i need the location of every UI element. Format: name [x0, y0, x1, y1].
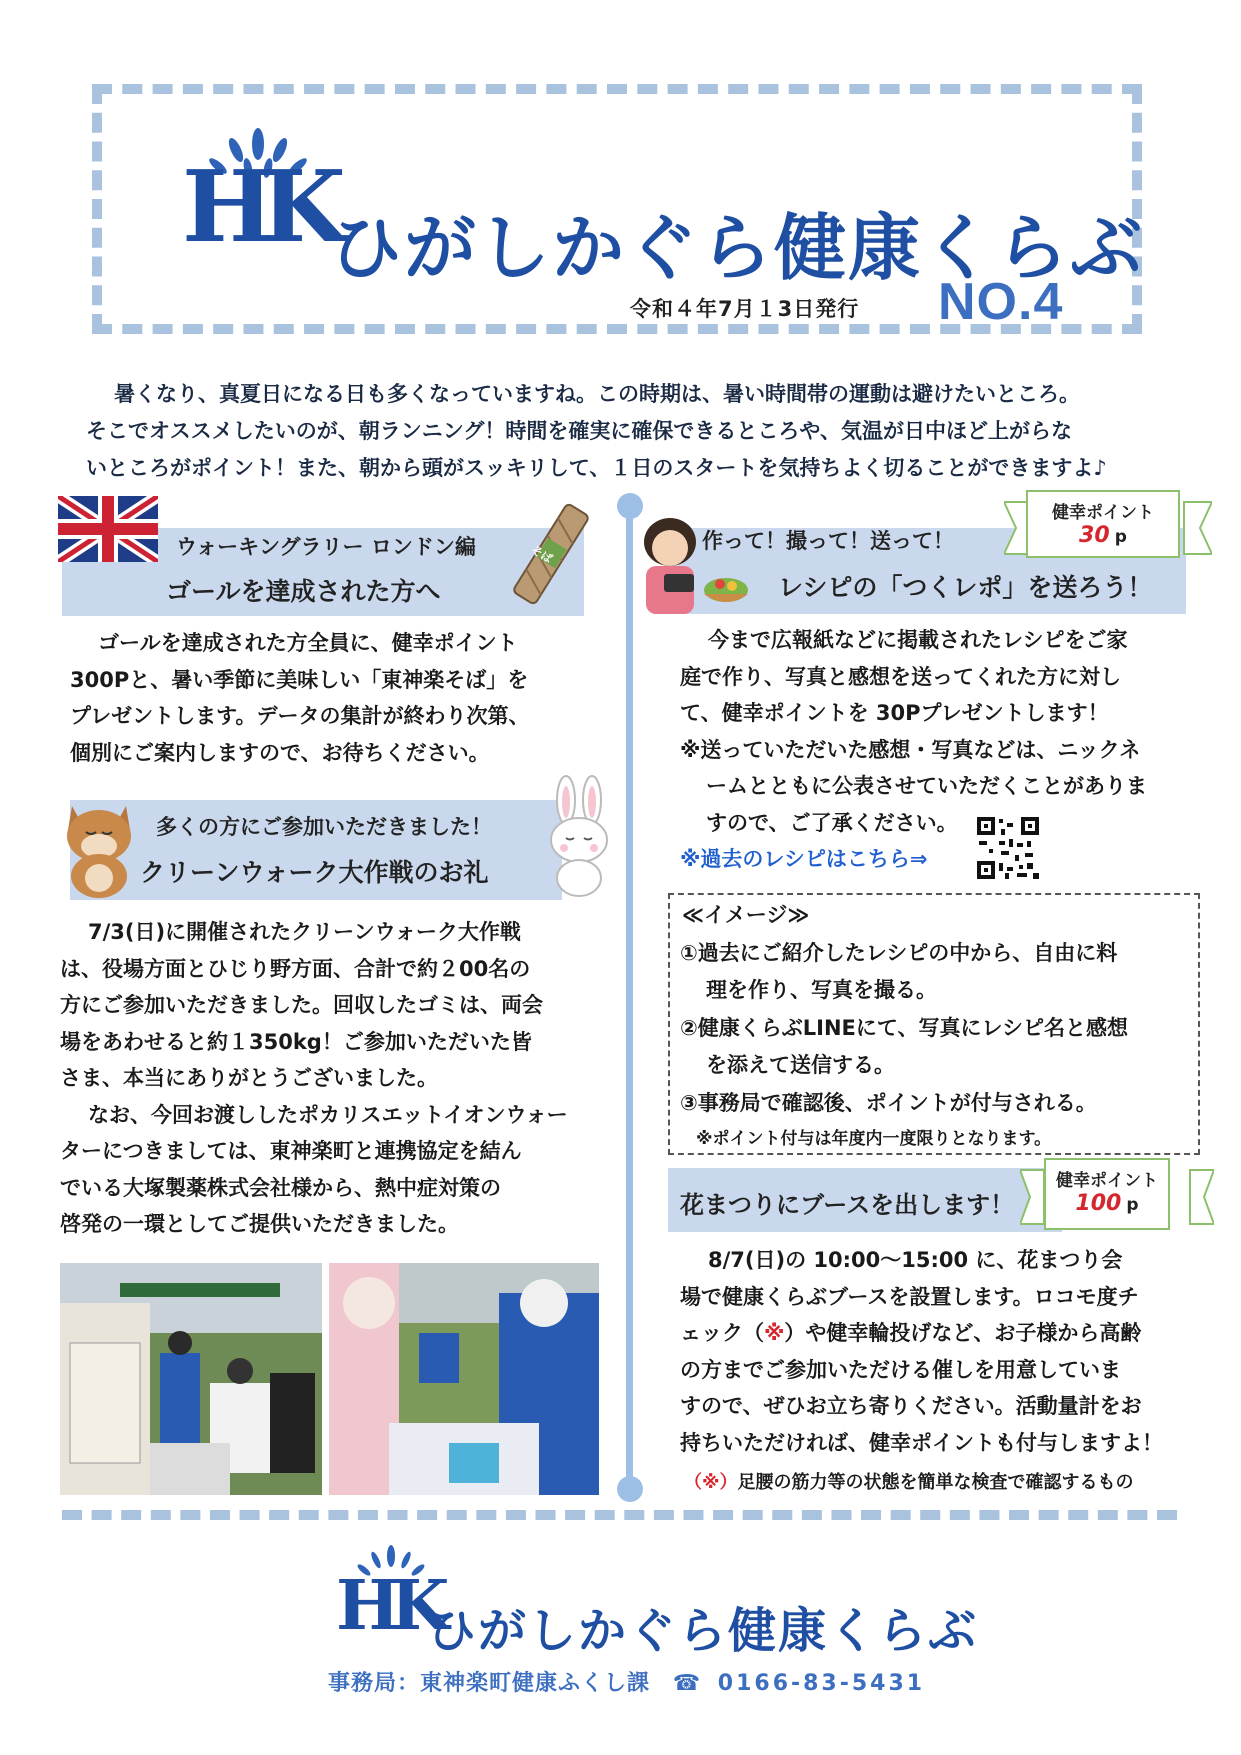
past-recipes-link[interactable]: ※過去のレシピはこちら⇒: [680, 847, 928, 871]
timeline-dot-bottom: [617, 1476, 643, 1502]
image-line: ①過去にご紹介したレシピの中から、自由に料: [680, 940, 1118, 965]
issue-date: 令和４年7月１3日発行: [630, 297, 860, 321]
note-text: 足腰の筋力等の状態を簡単な検査で確認するもの: [737, 1472, 1134, 1493]
intro-paragraph: [86, 376, 1166, 487]
walking-line: 個別にご案内しますので、お待ちください。: [70, 740, 490, 765]
recipe-line: ームとともに公表させていただくことがありま: [706, 774, 1147, 798]
asterisk-mark: ※: [764, 1321, 785, 1345]
image-title: ≪イメージ≫: [682, 903, 810, 927]
festival-title: 花まつりにブースを出します！: [680, 1191, 1015, 1219]
walking-subtitle: ウォーキングラリー ロンドン編: [176, 535, 476, 559]
cleanwalk-photo-2: [329, 1263, 599, 1495]
image-note: ※ポイント付与は年度内一度限りとなります。: [696, 1129, 1052, 1149]
cleanwalk-title: クリーンウォーク大作戦のお礼: [140, 858, 489, 887]
footer-logo-text: ひがしかぐら健康くらぶ: [428, 1603, 979, 1659]
qr-code-icon[interactable]: [975, 815, 1041, 881]
badge-unit: p: [1126, 1195, 1139, 1215]
cleanwalk-body: [60, 914, 600, 1243]
image-line: ③事務局で確認後、ポイントが付与される。: [680, 1090, 1097, 1115]
recipe-line: 今まで広報紙などに掲載されたレシピをご家: [708, 628, 1128, 652]
cleanwalk-subtitle: 多くの方にご参加いただきました！: [156, 815, 492, 839]
festival-line: 持ちいただければ、健幸ポイントも付与しますよ！: [680, 1430, 1163, 1455]
badge-value: 30: [1079, 523, 1110, 548]
badge-label: 健幸ポイント: [1052, 503, 1154, 523]
image-line: 理を作り、写真を撮る。: [706, 978, 937, 1002]
cleanwalk-line: さま、本当にありがとうございました。: [60, 1066, 438, 1090]
festival-points-badge: [1044, 1158, 1170, 1230]
badge-label: 健幸ポイント: [1056, 1171, 1158, 1191]
cleanwalk-line: ターにつきましては、東神楽町と連携協定を結ん: [60, 1139, 522, 1163]
phone-icon: ☎: [672, 1671, 702, 1696]
cleanwalk-line: 7/3(日)に開催されたクリーンウォーク大作戦: [88, 920, 521, 944]
cleanwalk-line: なお、今回お渡ししたポカリスエットイオンウォー: [88, 1102, 568, 1127]
recipe-subtitle: 作って！撮って！送って！: [702, 529, 954, 553]
cleanwalk-photo-1: [60, 1263, 322, 1495]
recipe-points-badge: [1026, 490, 1180, 558]
recipe-body: [680, 622, 1200, 878]
office-name: 事務局：東神楽町健康ふくし課: [328, 1671, 651, 1696]
festival-line: の方までご参加いただける催しを用意していま: [680, 1357, 1121, 1382]
rabbit-mascot-icon: [544, 774, 616, 898]
recipe-title: レシピの「つくレポ」を送ろう！: [778, 573, 1153, 602]
footer-divider: [62, 1510, 1177, 1520]
walking-line: ゴールを達成された方全員に、健幸ポイント: [98, 631, 518, 655]
note-mark: （※）: [684, 1472, 738, 1493]
intro-line: いところがポイント！また、朝から頭がスッキリして、１日のスタートを気持ちよく切ることができますよ♪: [86, 456, 1107, 480]
phone-number[interactable]: 0166-83-5431: [717, 1671, 926, 1696]
badge-value: 100: [1075, 1191, 1122, 1216]
uk-flag-icon: [58, 496, 158, 562]
image-line: を添えて送信する。: [706, 1053, 895, 1077]
festival-line: 場で健康くらぶブースを設置します。ロコモ度チ: [680, 1284, 1139, 1309]
cleanwalk-line: 方にご参加いただきました。回収したゴミは、両会: [60, 993, 543, 1017]
image-line: ②健康くらぶLINEにて、写真にレシピ名と感想: [680, 1015, 1128, 1040]
festival-body: [680, 1242, 1210, 1461]
issue-number: NO.4: [938, 273, 1064, 331]
intro-line: そこでオススメしたいのが、朝ランニング！時間を確実に確保できるところや、気温が日中ほど上がらな: [86, 419, 1072, 443]
timeline-divider: [626, 500, 633, 1490]
recipe-line: 庭で作り、写真と感想を送ってくれた方に対し: [680, 664, 1121, 689]
walking-body: [70, 625, 590, 771]
intro-line: 暑くなり、真夏日になる日も多くなっていますね。この時期は、暑い時間帯の運動は避けたいところ。: [114, 382, 1080, 406]
cleanwalk-line: 場をあわせると約１350kg！ご参加いただいた皆: [60, 1029, 532, 1054]
recipe-line: すので、ご了承ください。: [706, 810, 958, 835]
walking-line: プレゼントします。データの集計が終わり次第、: [70, 704, 530, 728]
dog-mascot-icon: [58, 792, 140, 898]
festival-line: すので、ぜひお立ち寄りください。活動量計をお: [680, 1394, 1142, 1418]
festival-line: ェック（※）や健幸輪投げなど、お子様から高齢: [680, 1321, 1142, 1345]
cleanwalk-line: は、役場方面とひじり野方面、合計で約２00名の: [60, 956, 531, 981]
cleanwalk-line: 啓発の一環としてご提供いただきました。: [60, 1212, 459, 1236]
cleanwalk-line: でいる大塚製薬株式会社様から、熱中症対策の: [60, 1175, 501, 1200]
walking-line: 300Pと、暑い季節に美味しい「東神楽そば」を: [70, 667, 529, 692]
recipe-line: ※送っていただいた感想・写真などは、ニックネ: [680, 737, 1141, 762]
walking-title: ゴールを達成された方へ: [166, 577, 441, 606]
footer-logo-hk: HK: [336, 1566, 440, 1646]
office-contact: [328, 1666, 925, 1697]
festival-line: 8/7(日)の 10:00～15:00 に、花まつり会: [708, 1248, 1123, 1272]
logo-hk: HK: [182, 150, 332, 265]
recipe-line: て、健幸ポイントを 30Pプレゼントします！: [680, 701, 1109, 725]
logo-text: ひがしかぐら健康くらぶ: [330, 206, 1145, 290]
badge-unit: p: [1114, 527, 1127, 547]
image-steps: [680, 897, 1200, 1122]
soba-label: そば: [528, 543, 555, 566]
festival-note: [684, 1468, 1134, 1494]
